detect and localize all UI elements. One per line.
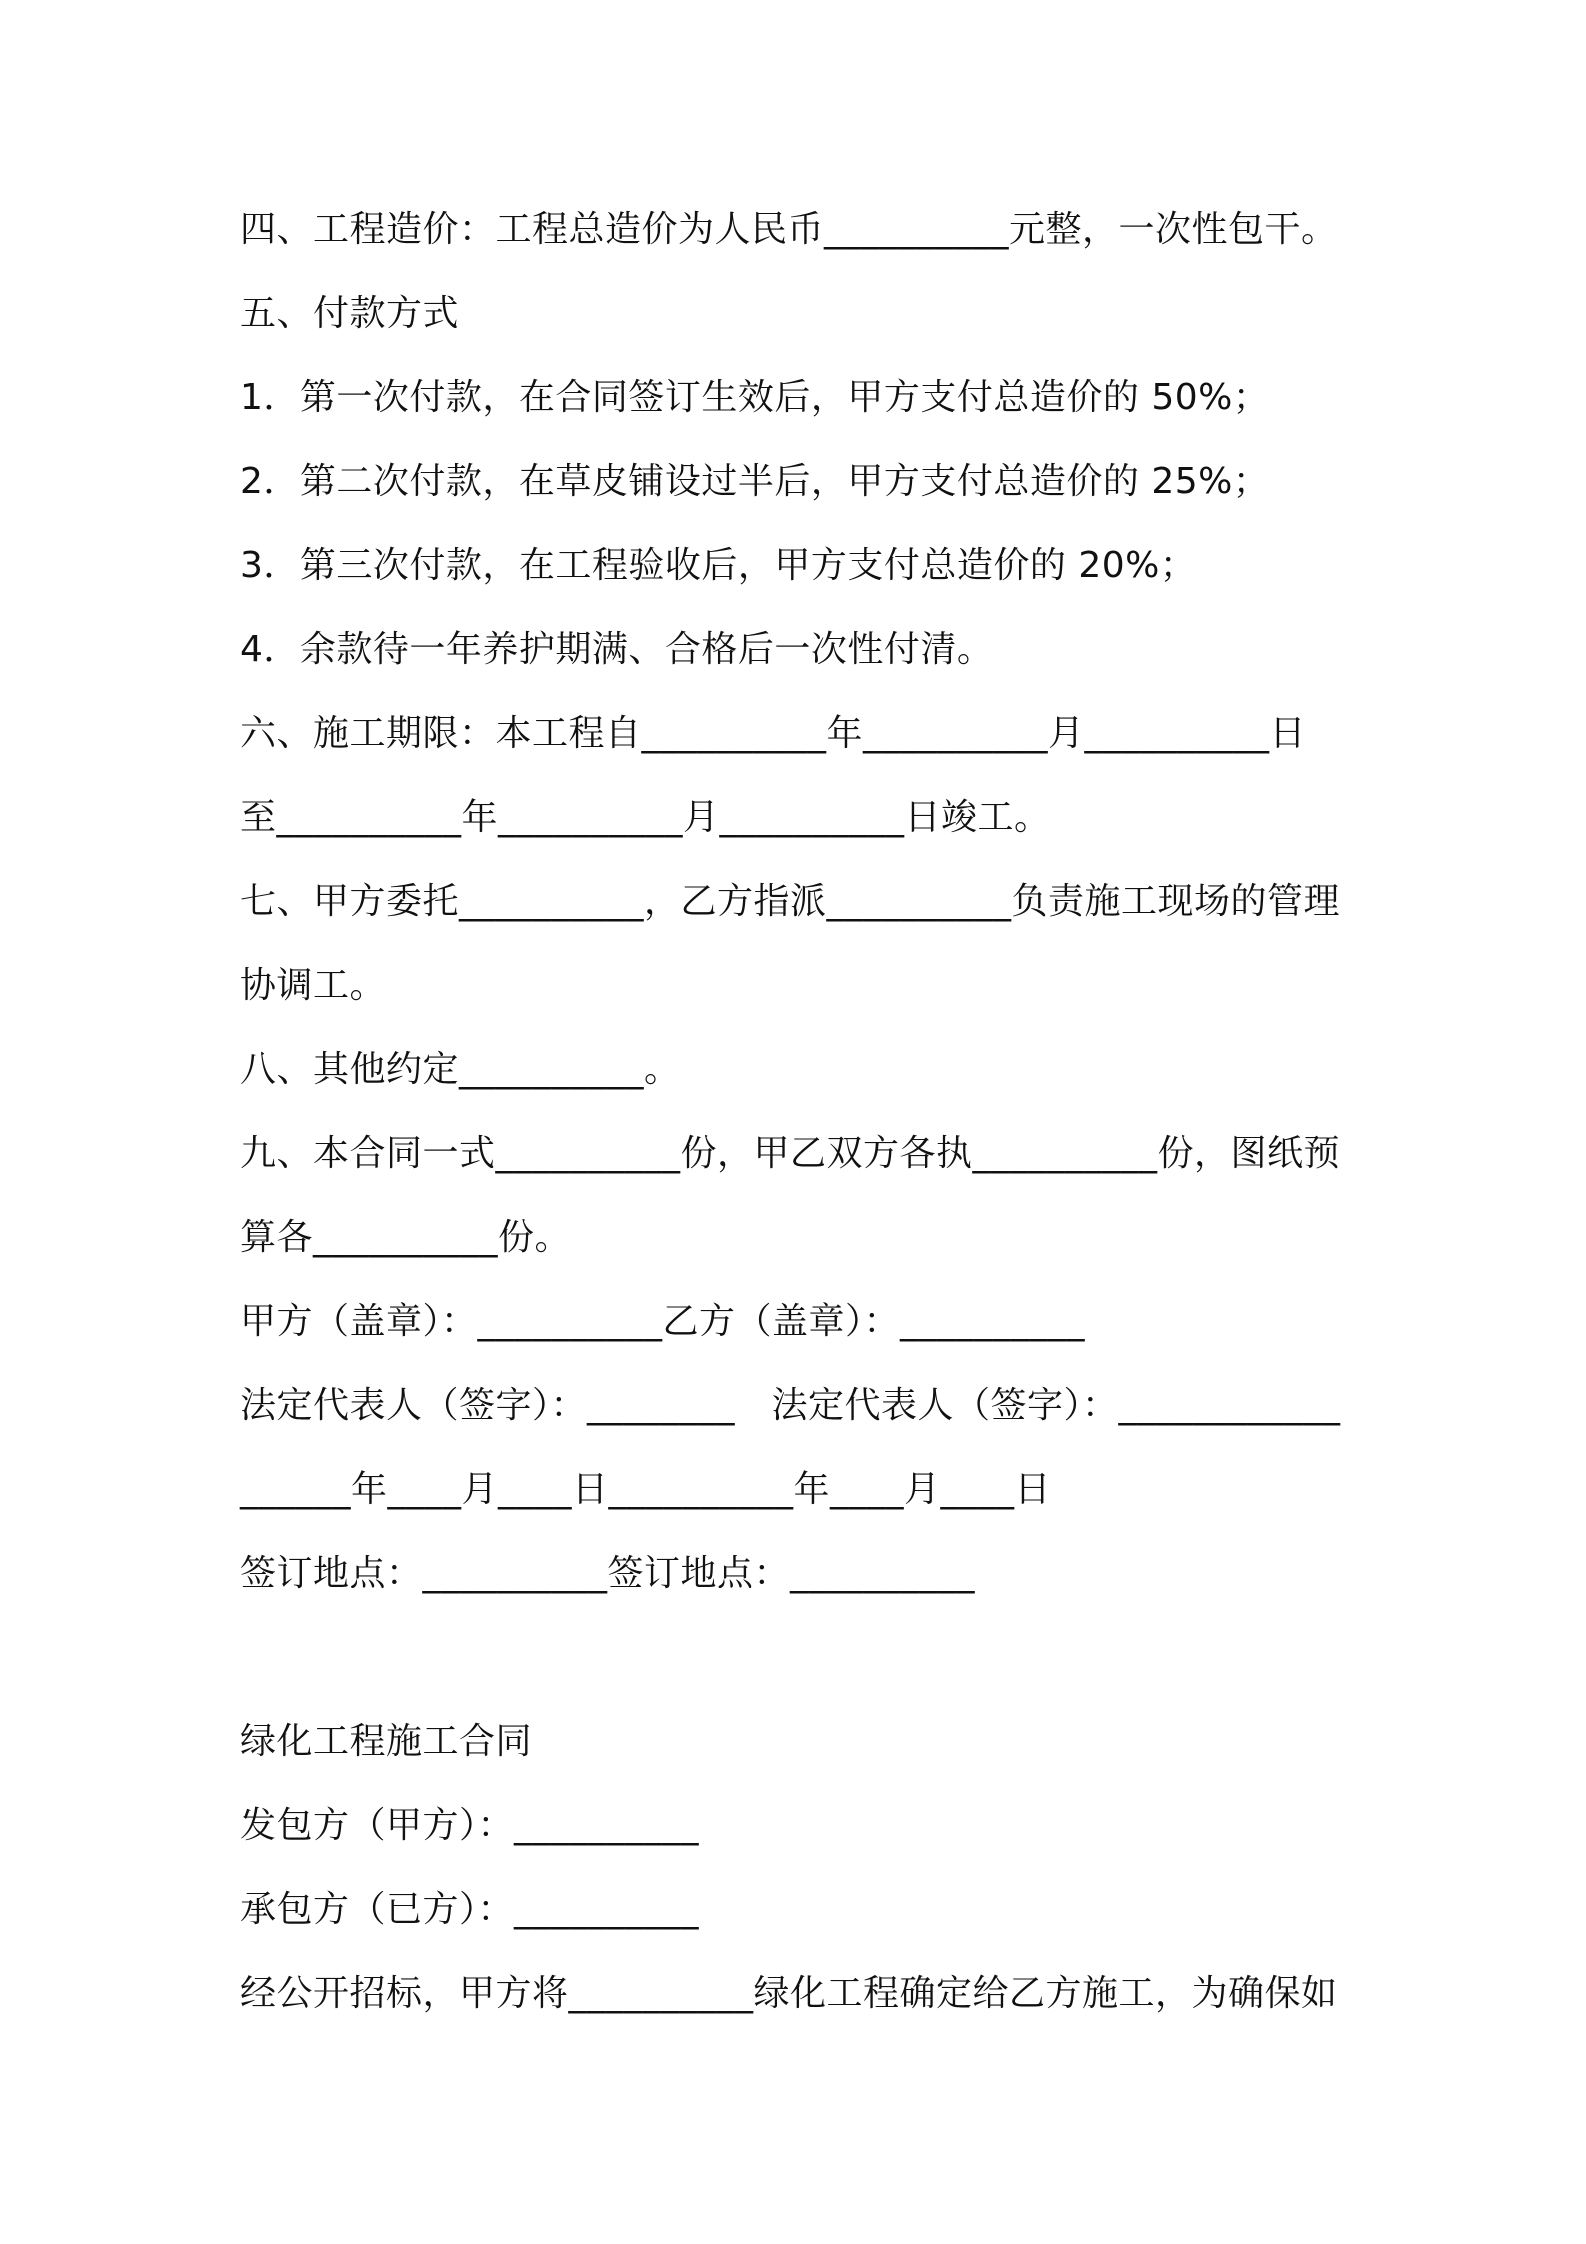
clause-9-copies-line-1: 九、本合同一式__________份，甲乙双方各执__________份，图纸预 — [240, 1133, 1341, 1174]
party-a-line: 发包方（甲方）：__________ — [240, 1805, 700, 1846]
payment-item-1: 1．第一次付款，在合同签订生效后，甲方支付总造价的 50%； — [240, 377, 1270, 418]
clause-7-delegate-line-1: 七、甲方委托__________，乙方指派__________负责施工现场的管理 — [240, 881, 1341, 922]
payment-item-2: 2．第二次付款，在草皮铺设过半后，甲方支付总造价的 25%； — [240, 461, 1270, 502]
clause-4-price: 四、工程造价：工程总造价为人民币__________元整，一次性包干。 — [240, 209, 1338, 250]
intro-paragraph-line: 经公开招标，甲方将__________绿化工程确定给乙方施工，为确保如 — [240, 1973, 1338, 2014]
signature-rep-line: 法定代表人（签字）：________ 法定代表人（签字）：____________ — [240, 1385, 1341, 1426]
contract-title: 绿化工程施工合同 — [240, 1721, 533, 1762]
signature-seal-line: 甲方（盖章）：__________乙方（盖章）：__________ — [240, 1301, 1086, 1342]
signature-date-line: ______年____月____日__________年____月____日 — [240, 1469, 1052, 1510]
clause-9-copies-line-2: 算各__________份。 — [240, 1217, 572, 1258]
clause-6-period-line-2: 至__________年__________月__________日竣工。 — [240, 797, 1051, 838]
party-b-line: 承包方（已方）：__________ — [240, 1889, 700, 1930]
clause-8-other: 八、其他约定__________。 — [240, 1049, 681, 1090]
clause-6-period-line-1: 六、施工期限：本工程自__________年__________月__________日 — [240, 713, 1307, 754]
clause-5-heading: 五、付款方式 — [240, 293, 460, 334]
signature-place-line: 签订地点：__________签订地点：__________ — [240, 1553, 976, 1594]
payment-item-3: 3．第三次付款，在工程验收后，甲方支付总造价的 20%； — [240, 545, 1197, 586]
clause-7-delegate-line-2: 协调工。 — [240, 965, 387, 1006]
payment-item-4: 4．余款待一年养护期满、合格后一次性付清。 — [240, 629, 994, 670]
